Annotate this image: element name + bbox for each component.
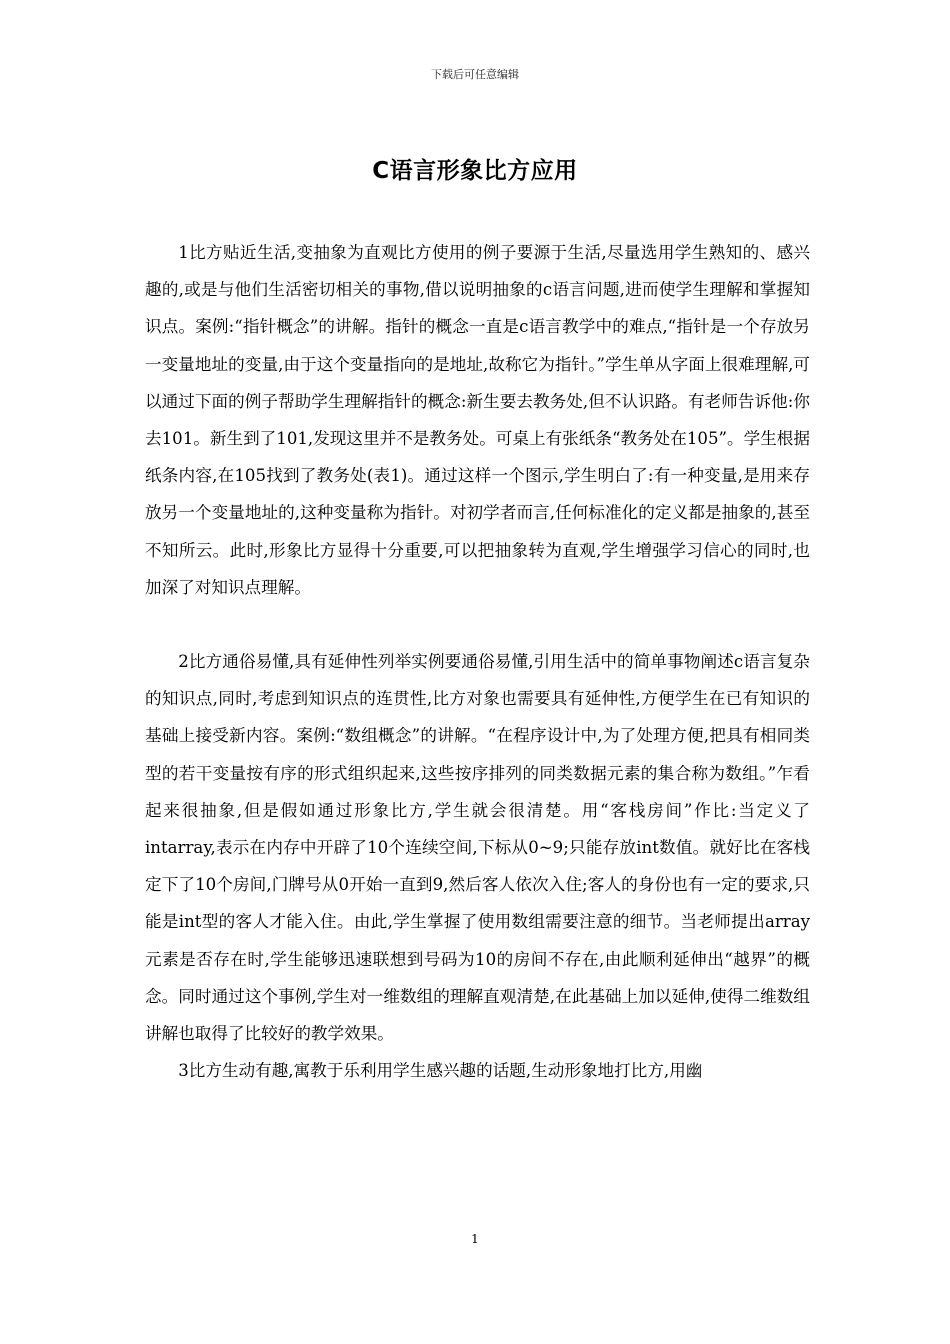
document-body: [145, 234, 810, 1089]
paragraph-3: 3比方生动有趣,寓教于乐利用学生感兴趣的话题,生动形象地打比方,用幽: [178, 1061, 703, 1081]
paragraph-gap: [145, 606, 810, 643]
page-header-note: 下载后可任意编辑: [431, 68, 519, 81]
paragraph-1: 1比方贴近生活,变抽象为直观比方使用的例子要源于生活,尽量选用学生熟知的、感兴趣的,或是与他们生活密切相关的事物,借以说明抽象的c语言问题,进而使学生理解和掌握知识点。案例:“指针概念”的讲解。指针的概念一直是c语言教学中的难点,“指针是一个存放另一变量地址的变量,由于这个变量指向的是地址,故称它为指针。”学生单从字面上很难理解,可以通过下面的例子帮助学生理解指针的概念:新生要去教务处,但不认识路。有老师告诉他:你去101。新生到了101,发现这里并不是教务处。可桌上有张纸条“教务处在105”。学生根据纸条内容,在105找到了教务处(表1)。通过这样一个图示,学生明白了:有一种变量,是用来存放另一个变量地址的,这种变量称为指针。对初学者而言,任何标准化的定义都是抽象的,甚至不知所云。此时,形象比方显得十分重要,可以把抽象转为直观,学生增强学习信心的同时,也加深了对知识点理解。: [145, 243, 810, 597]
document-title: C语言形象比方应用: [372, 158, 578, 184]
page-number: 1: [471, 1232, 479, 1246]
paragraph-2: 2比方通俗易懂,具有延伸性列举实例要通俗易懂,引用生活中的简单事物阐述c语言复杂的知识点,同时,考虑到知识点的连贯性,比方对象也需要具有延伸性,方便学生在已有知识的基础上接受新内容。案例:“数组概念”的讲解。“在程序设计中,为了处理方便,把具有相同类型的若干变量按有序的形式组织起来,这些按序排列的同类数据元素的集合称为数组。”乍看起来很抽象,但是假如通过形象比方,学生就会很清楚。用“客栈房间”作比:当定义了intarray,表示在内存中开辟了10个连续空间,下标从0~9;只能存放int数值。就好比在客栈定下了10个房间,门牌号从0开始一直到9,然后客人依次入住;客人的身份也有一定的要求,只能是int型的客人才能入住。由此,学生掌握了使用数组需要注意的细节。当老师提出array元素是否存在时,学生能够迅速联想到号码为10的房间不存在,由此顺利延伸出“越界”的概念。同时通过这个事例,学生对一维数组的理解直观清楚,在此基础上加以延伸,使得二维数组讲解也取得了比较好的教学效果。: [145, 652, 810, 1044]
